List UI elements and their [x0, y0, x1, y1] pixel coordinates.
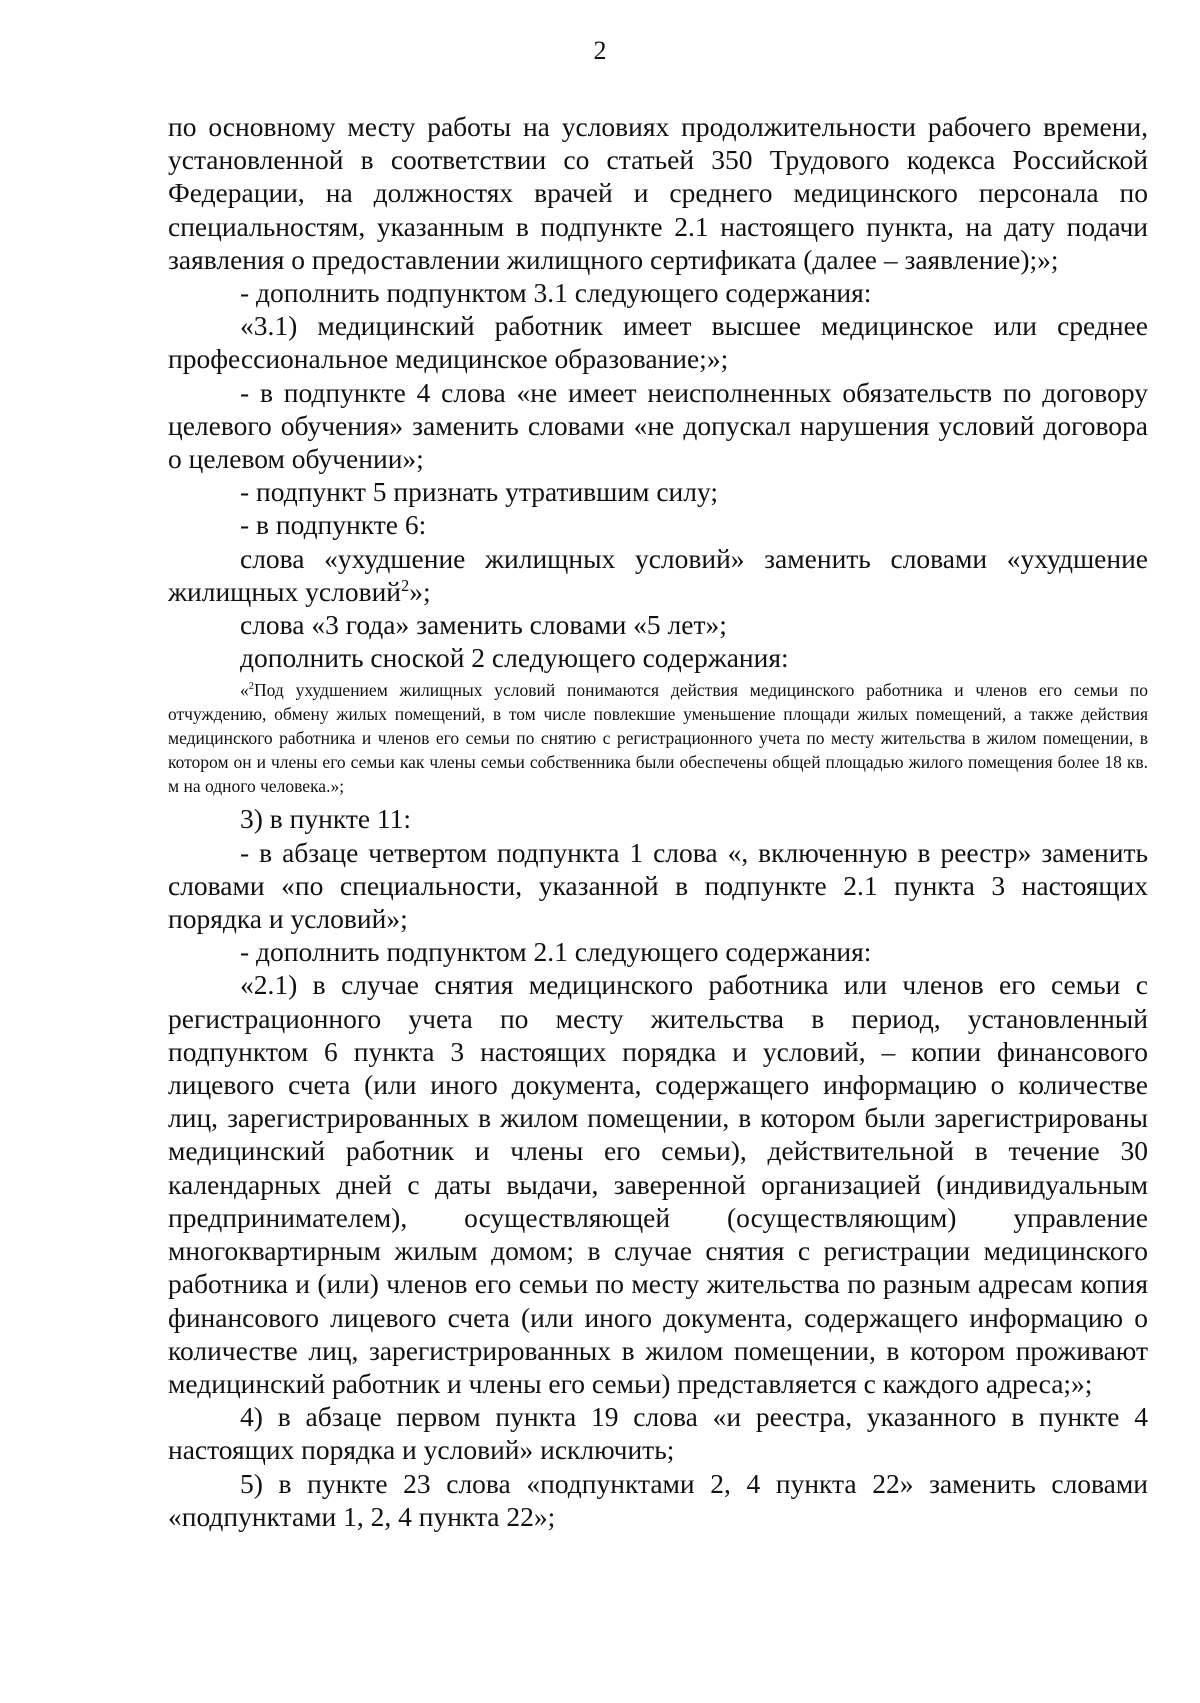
paragraph: 3) в пункте 11: — [240, 803, 412, 835]
paragraph: - подпункт 5 признать утратившим силу; — [240, 476, 719, 508]
paragraph: 5) в пункте 23 слова «подпунктами 2, 4 пункта 22» заменить словами «подпунктами 1, 2, 4 пункта 22»; — [168, 1467, 1148, 1532]
paragraph: - дополнить подпунктом 2.1 следующего содержания: — [240, 936, 872, 968]
paragraph-text-end: »; — [409, 575, 431, 607]
footnote-text — [168, 678, 1148, 798]
paragraph: дополнить сноской 2 следующего содержания: — [240, 642, 789, 674]
paragraph: «2.1) в случае снятия медицинского работника или членов его семьи с регистрационного учета по месту жительства в период, установленный подпунктом 6 пункта 3 настоящих порядка и условий, – копии финансового лицевого счета (или иного документа, содержащего информацию о количестве лиц, зарегистрированных в жилом помещении, в котором были зарегистрированы медицинский работник и члены его семьи), действительной в течение 30 календарных дней с даты выдачи, заверенной организацией (индивидуальным предпринимателем), осуществляющей (осуществляющим) управление многоквартирным жилым домом; в случае снятия с регистрации медицинского работника и (или) членов его семьи по месту жительства по разным адресам копия финансового лицевого счета (или иного документа, содержащего информацию о количестве лиц, зарегистрированных в жилом помещении, в котором проживают медицинский работник и члены его семьи) представляется с каждого адреса;»; — [168, 969, 1148, 1399]
paragraph: слова «3 года» заменить словами «5 лет»; — [240, 609, 727, 641]
paragraph: «3.1) медицинский работник имеет высшее медицинское или среднее профессиональное медицинское образование;»; — [168, 310, 1148, 375]
footnote-body: Под ухудшением жилищных условий понимаются действия медицинского работника и членов его семьи по отчуждению, обмену жилых помещений, в том числе повлекшие уменьшение площади жилых помещений, а также действия медицинского работника и членов его семьи по снятию с регистрационного учета по месту жительства в жилом помещении, в котором он и члены его семьи как члены семьи собственника были обеспечены общей площадью жилого помещения более 18 кв. м на одного человека. — [168, 680, 1148, 797]
paragraph: - в подпункте 6: — [240, 509, 427, 541]
document-body — [168, 110, 1148, 1533]
footnote-mark: 2 — [401, 575, 410, 595]
paragraph: - в абзаце четвертом подпункта 1 слова «, включенную в реестр» заменить словами «по специальности, указанной в подпункте 2.1 пункта 3 настоящих порядка и условий»; — [168, 836, 1148, 935]
page-number: 2 — [593, 36, 607, 65]
footnote-mark: 2 — [248, 681, 254, 693]
footnote-open-quote: « — [240, 680, 249, 701]
paragraph: - дополнить подпунктом 3.1 следующего содержания: — [240, 277, 872, 309]
paragraph-text: слова «ухудшение жилищных условий» заменить словами «ухудшение жилищных условий — [168, 542, 1148, 607]
paragraph: - в подпункте 4 слова «не имеет неисполненных обязательств по договору целевого обучения» заменить словами «не допускал нарушения условий договора о целевом обучении»; — [168, 376, 1148, 475]
footnote-close-quote: »; — [330, 776, 345, 797]
paragraph: 4) в абзаце первом пункта 19 слова «и реестра, указанного в пункте 4 настоящих порядка и условий» исключить; — [168, 1401, 1148, 1466]
paragraph — [168, 542, 1148, 608]
paragraph: по основному месту работы на условиях продолжительности рабочего времени, установленной в соответствии со статьей 350 Трудового кодекса Российской Федерации, на должностях врачей и среднего медицинского персонала по специальностям, указанным в подпункте 2.1 настоящего пункта, на дату подачи заявления о предоставлении жилищного сертификата (далее – заявление);»; — [168, 111, 1148, 275]
